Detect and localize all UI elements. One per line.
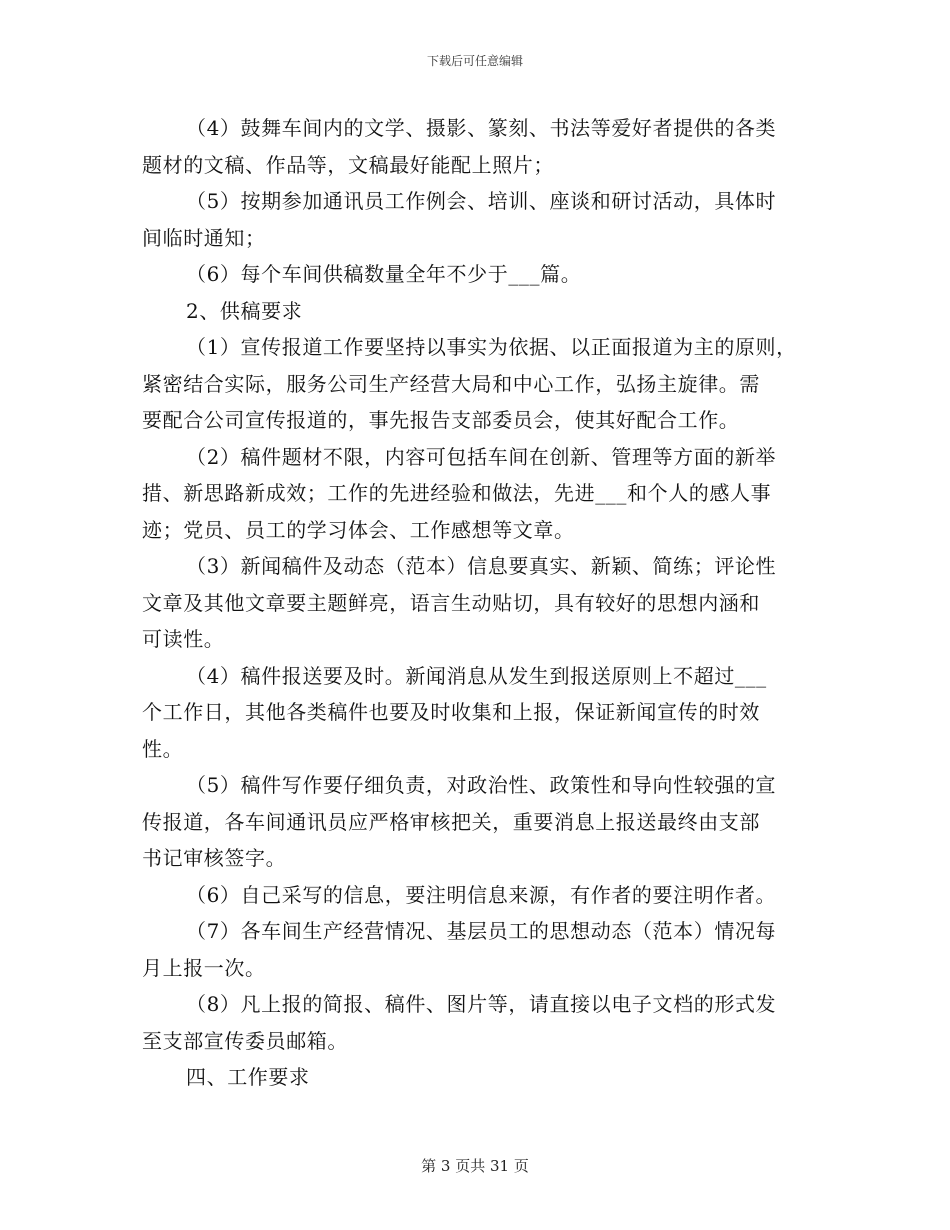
- page-footer: 第 3 页共 31 页: [421, 1157, 529, 1175]
- text-line: 迹；党员、员工的学习体会、工作感想等文章。: [142, 517, 575, 542]
- text-line: 四、工作要求: [186, 1065, 310, 1089]
- text-line: （5）按期参加通讯员工作例会、培训、座谈和研讨活动，具体时: [186, 189, 777, 213]
- text-line: （7）各车间生产经营情况、基层员工的思想动态（范本）情况每: [186, 919, 777, 943]
- text-line: 2、供稿要求: [186, 298, 303, 323]
- text-line: 措、新思路新成效；工作的先进经验和做法，先进___和个人的感人事: [142, 481, 772, 505]
- paragraph: [142, 658, 822, 768]
- section-heading: [142, 293, 822, 330]
- paragraph: [142, 439, 822, 549]
- text-line: 月上报一次。: [142, 955, 266, 980]
- text-line: 要配合公司宣传报道的，事先报告支部委员会，使其好配合工作。: [142, 408, 740, 432]
- section-heading: [142, 1059, 822, 1096]
- paragraph: [142, 548, 822, 658]
- paragraph: [142, 913, 822, 986]
- paragraph: [142, 877, 822, 914]
- text-line: （2）稿件题材不限，内容可包括车间在创新、管理等方面的新举: [186, 444, 777, 469]
- text-line: 书记审核签字。: [142, 846, 287, 870]
- text-line: （1）宣传报道工作要坚持以事实为依据、以正面报道为主的原则，: [186, 335, 797, 359]
- document-body: [142, 110, 822, 1096]
- text-line: 文章及其他文章要主题鲜亮，语言生动贴切，具有较好的思想内涵和: [142, 590, 760, 615]
- paragraph: [142, 256, 822, 293]
- paragraph: [142, 110, 822, 183]
- page-header: 下载后可任意编辑: [426, 54, 523, 68]
- text-line: （6）每个车间供稿数量全年不少于___篇。: [186, 262, 582, 286]
- text-line: 可读性。: [142, 627, 225, 651]
- text-line: 个工作日，其他各类稿件也要及时收集和上报，保证新闻宣传的时效: [142, 700, 760, 724]
- paragraph: [142, 183, 822, 256]
- paragraph: [142, 986, 822, 1059]
- text-line: （3）新闻稿件及动态（范本）信息要真实、新颖、简练；评论性: [186, 554, 777, 578]
- text-line: 传报道，各车间通讯员应严格审核把关，重要消息上报送最终由支部: [142, 809, 760, 834]
- text-line: 性。: [142, 736, 184, 761]
- text-line: 至支部宣传委员邮箱。: [142, 1028, 348, 1053]
- text-line: 间临时通知；: [142, 225, 266, 250]
- text-line: 紧密结合实际，服务公司生产经营大局和中心工作，弘扬主旋律。需: [142, 371, 760, 396]
- text-line: （4）鼓舞车间内的文学、摄影、篆刻、书法等爱好者提供的各类: [186, 116, 777, 140]
- text-line: （4）稿件报送要及时。新闻消息从发生到报送原则上不超过___: [186, 663, 767, 688]
- text-line: （5）稿件写作要仔细负责，对政治性、政策性和导向性较强的宣: [186, 773, 777, 797]
- text-line: 题材的文稿、作品等，文稿最好能配上照片；: [142, 152, 554, 177]
- text-line: （6）自己采写的信息，要注明信息来源，有作者的要注明作者。: [186, 882, 777, 907]
- paragraph: [142, 329, 822, 439]
- paragraph: [142, 767, 822, 877]
- text-line: （8）凡上报的简报、稿件、图片等，请直接以电子文档的形式发: [186, 992, 777, 1016]
